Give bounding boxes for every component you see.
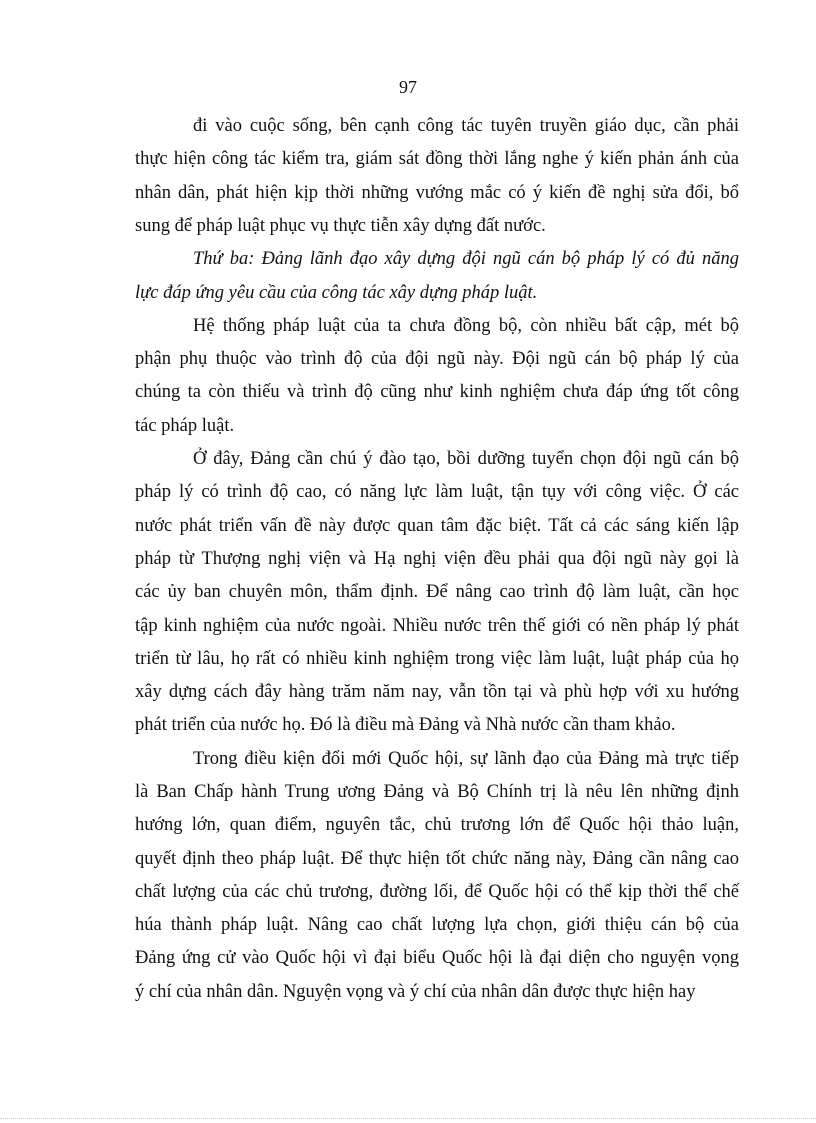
text-line: Thứ ba: Đảng lãnh đạo xây dựng đội ngũ cán bộ pháp lý có đủ năng — [193, 249, 739, 269]
text-line: húa thành pháp luật. Nâng cao chất lượng lựa chọn, giới thiệu cán bộ của — [135, 915, 739, 935]
page-edge-divider — [0, 1118, 816, 1120]
text-line: nước phát triển vấn đề này được quan tâm đặc biệt. Tất cả các sáng kiến lập — [135, 516, 739, 536]
text-line: phát triển của nước họ. Đó là điều mà Đảng và Nhà nước cần tham khảo. — [135, 715, 676, 735]
text-line: tác pháp luật. — [135, 416, 235, 436]
text-line: pháp lý có trình độ cao, có năng lực làm luật, tận tụy với công việc. Ở các — [135, 482, 739, 502]
text-line: sung để pháp luật phục vụ thực tiễn xây dựng đất nước. — [135, 216, 546, 236]
text-line: quyết định theo pháp luật. Để thực hiện tốt chức năng này, Đảng cần nâng cao — [135, 849, 739, 869]
text-line: các ủy ban chuyên môn, thẩm định. Để nâng cao trình độ làm luật, cần học — [135, 582, 739, 602]
text-line: tập kinh nghiệm của nước ngoài. Nhiều nước trên thế giới có nền pháp lý phát — [135, 616, 739, 636]
text-line: pháp từ Thượng nghị viện và Hạ nghị viện đều phải qua đội ngũ này gọi là — [135, 549, 739, 569]
text-line: đi vào cuộc sống, bên cạnh công tác tuyên truyền giáo dục, cần phải — [193, 116, 739, 136]
text-line: Ở đây, Đảng cần chú ý đào tạo, bồi dưỡng tuyển chọn đội ngũ cán bộ — [193, 449, 739, 469]
text-line: xây dựng cách đây hàng trăm năm nay, vẫn tồn tại và phù hợp với xu hướng — [135, 682, 739, 702]
text-line: là Ban Chấp hành Trung ương Đảng và Bộ Chính trị là nêu lên những định — [135, 782, 739, 802]
page-number: 97 — [399, 77, 417, 97]
text-line: chúng ta còn thiếu và trình độ cũng như kinh nghiệm chưa đáp ứng tốt công — [135, 382, 739, 402]
text-line: Trong điều kiện đổi mới Quốc hội, sự lãnh đạo của Đảng mà trực tiếp — [193, 749, 739, 769]
text-line: ý chí của nhân dân. Nguyện vọng và ý chí của nhân dân được thực hiện hay — [135, 982, 696, 1002]
text-line: Đảng ứng cử vào Quốc hội vì đại biểu Quốc hội là đại diện cho nguyện vọng — [135, 948, 739, 968]
text-line: chất lượng của các chủ trương, đường lối, để Quốc hội có thể kịp thời thể chế — [135, 882, 739, 902]
text-line: hướng lớn, quan điểm, nguyên tắc, chủ trương lớn để Quốc hội thảo luận, — [135, 815, 739, 835]
text-line: thực hiện công tác kiểm tra, giám sát đồng thời lắng nghe ý kiến phản ánh của — [135, 149, 739, 169]
text-line: phận phụ thuộc vào trình độ của đội ngũ này. Đội ngũ cán bộ pháp lý của — [135, 349, 739, 369]
text-line: nhân dân, phát hiện kịp thời những vướng mắc có ý kiến đề nghị sửa đổi, bổ — [135, 183, 739, 203]
text-line: Hệ thống pháp luật của ta chưa đồng bộ, còn nhiều bất cập, mét bộ — [193, 316, 739, 336]
text-line: lực đáp ứng yêu cầu của công tác xây dựng pháp luật. — [135, 283, 538, 303]
text-line: triển từ lâu, họ rất có nhiều kinh nghiệm trong việc làm luật, luật pháp của họ — [135, 649, 739, 669]
